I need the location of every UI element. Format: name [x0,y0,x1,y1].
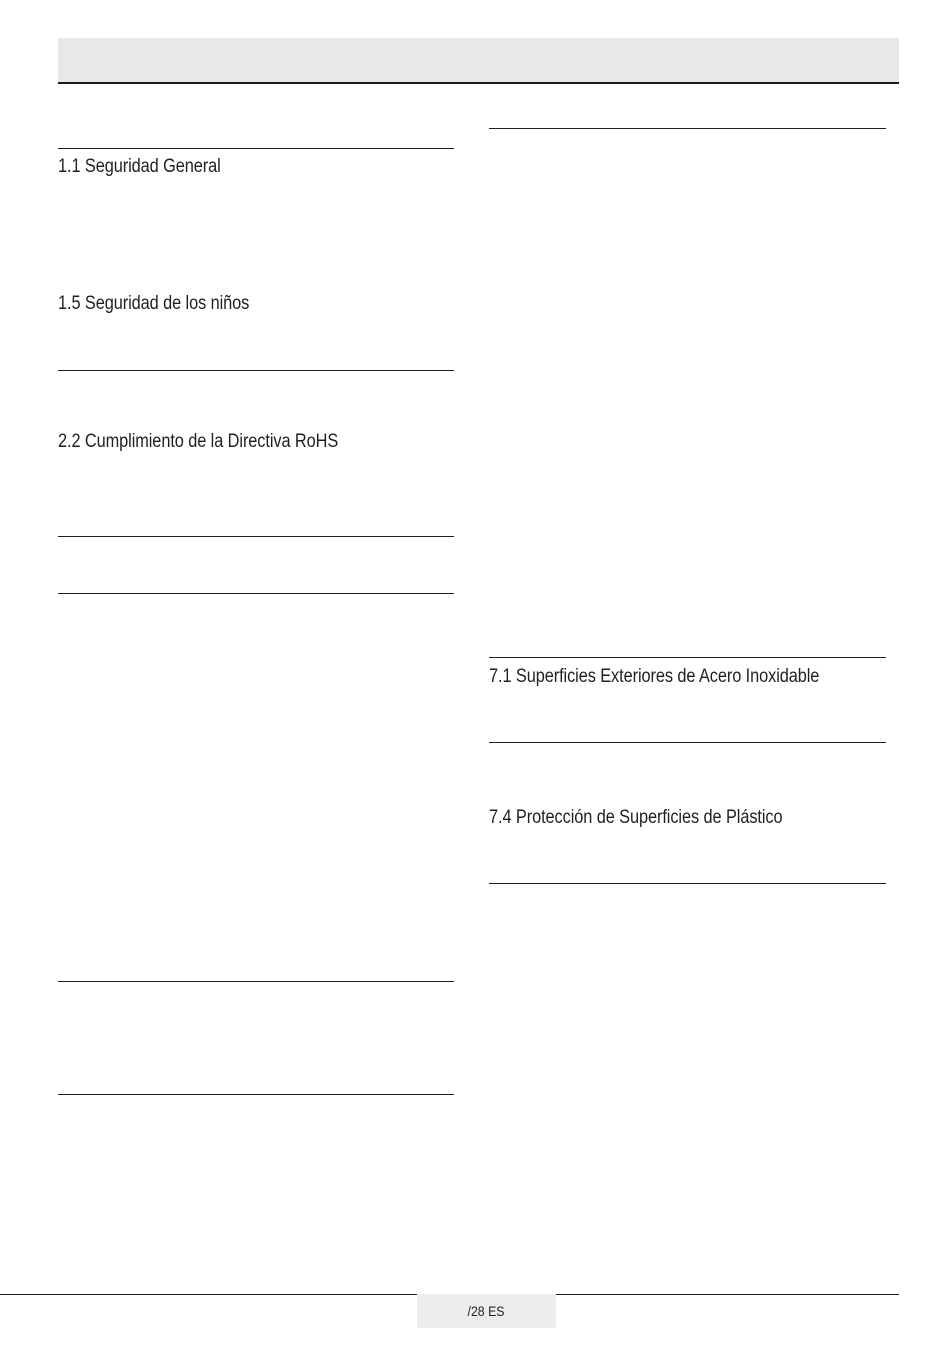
heading-acero-inoxidable: 7.1 Superficies Exteriores de Acero Inoxidable [489,666,820,687]
page-header-bar [58,38,899,84]
heading-seguridad-ninos: 1.5 Seguridad de los niños [58,293,250,314]
page-number: /28 ES [468,1303,505,1319]
section-divider [58,148,454,149]
section-divider [58,536,454,537]
page-number-tab [417,1294,556,1328]
section-divider [489,742,886,743]
section-divider [489,128,886,129]
section-divider [489,883,886,884]
section-divider [58,593,454,594]
heading-superficies-plastico: 7.4 Protección de Superficies de Plástico [489,807,783,828]
heading-seguridad-general: 1.1 Seguridad General [58,156,221,177]
heading-directiva-rohs: 2.2 Cumplimiento de la Directiva RoHS [58,431,339,452]
section-divider [58,981,454,982]
section-divider [58,370,454,371]
section-divider [58,1094,454,1095]
section-divider [489,657,886,658]
